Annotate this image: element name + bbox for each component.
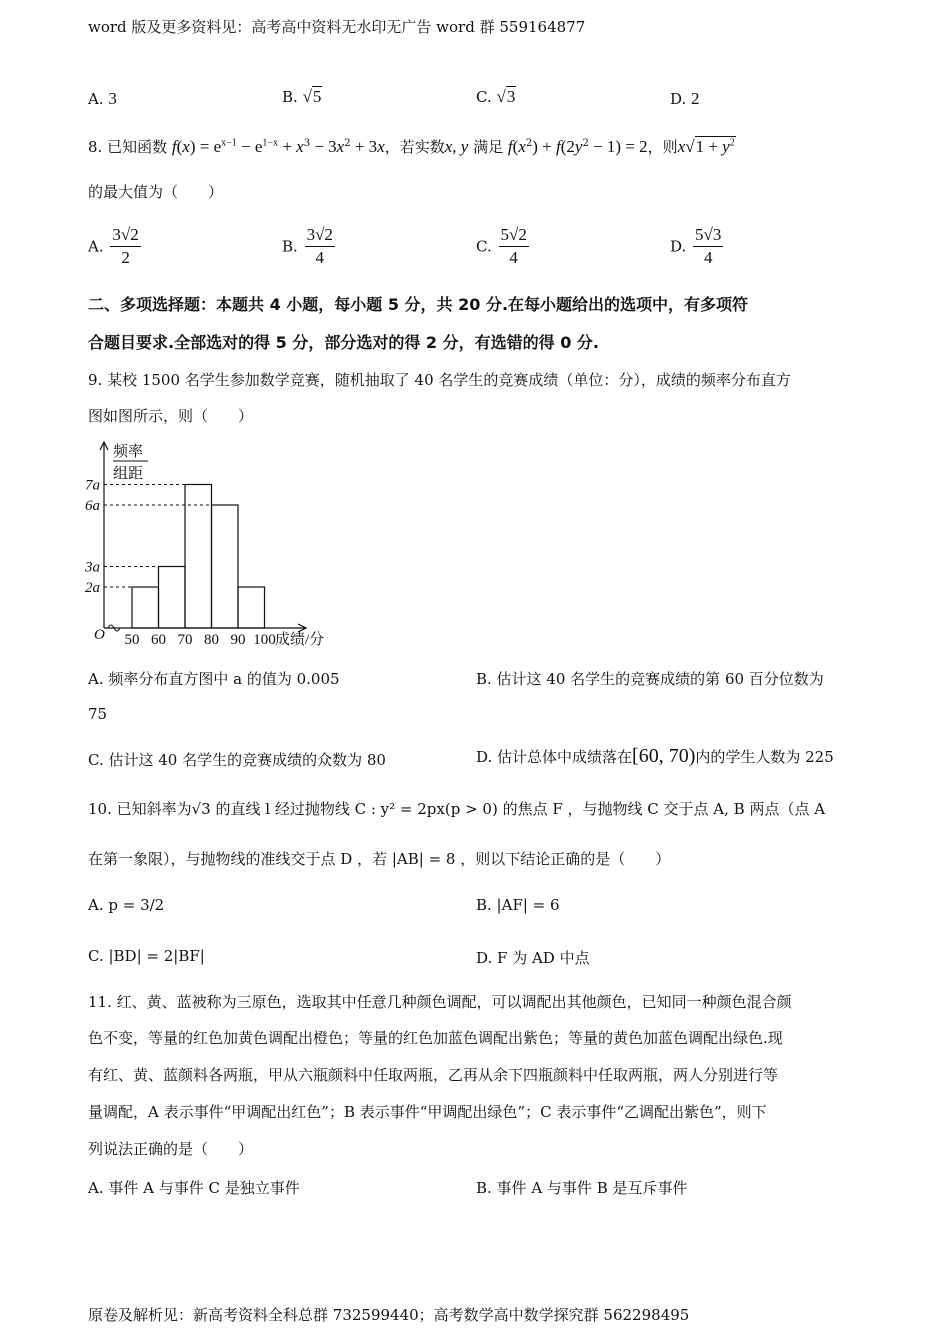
histogram-bar-[60,70) — [159, 567, 186, 629]
q11-stem-line1: 11. 红、黄、蓝被称为三原色，选取其中任意几种颜色调配，可以调配出其他颜色，已知同一种颜色混合颜 — [88, 993, 792, 1011]
q11-stem-line3: 有红、黄、蓝颜料各两瓶，甲从六瓶颜料中任取两瓶，乙再从余下四瓶颜料中任取两瓶，两人分别进行等 — [88, 1066, 779, 1084]
origin-label: O — [94, 627, 105, 643]
x-tick-100: 100 — [253, 632, 276, 648]
q7-option-d: D. 2 — [670, 89, 700, 108]
histogram-bar-[80,90) — [212, 505, 239, 628]
x-tick-80: 80 — [204, 632, 219, 648]
q10-option-b: B. |AF| = 6 — [476, 896, 560, 914]
q8-stem: 8. 已知函数 $f(x) = e^{x-1} - e^{1-x} + x^3 - 3x^2 + 3x$，若实数x, y 满足 $f(x^2) + f(2y^2 - 1) = 2$，则$x√1 + y^2$ — [88, 137, 735, 156]
q8-option-b: B. $\frac{3√2}{4}$ — [282, 225, 333, 267]
q10-stem-line2: 在第一象限），与抛物线的准线交于点 D ，若 |AB| = 8 ，则以下结论正确的是（ ） — [88, 850, 671, 868]
q11-stem-line5: 列说法正确的是（ ） — [88, 1140, 254, 1158]
q9-option-a: A. 频率分布直方图中 a 的值为 0.005 — [88, 670, 340, 688]
q8-stem-line2: 的最大值为（ ） — [88, 183, 224, 201]
page-header: word 版及更多资料见：高考高中资料无水印无广告 word 群 559164877 — [88, 18, 586, 36]
q9-option-d: D. 估计总体中成绩落在[60, 70)内的学生人数为 225 — [476, 745, 834, 767]
section-heading-line2: 合题目要求.全部选对的得 5 分，部分选对的得 2 分，有选错的得 0 分. — [88, 333, 599, 352]
q11-option-b: B. 事件 A 与事件 B 是互斥事件 — [476, 1179, 688, 1197]
y-axis-label-top: 频率 — [113, 444, 144, 460]
q9-option-b: B. 估计这 40 名学生的竞赛成绩的第 60 百分位数为 — [476, 670, 824, 688]
q8-option-a: A. $\frac{3√2}{2}$ — [88, 225, 139, 267]
histogram-bar-[50,60) — [132, 587, 159, 628]
q9-option-b-continued: 75 — [88, 705, 108, 723]
histogram-bar-[90,100) — [238, 587, 265, 628]
q9-stem-line2: 图如图所示，则（ ） — [88, 407, 254, 425]
histogram-bar-[70,80) — [185, 485, 212, 629]
q7-option-b: B. √5 — [282, 87, 322, 106]
x-tick-60: 60 — [151, 632, 166, 648]
y-tick-6a: 6a — [85, 498, 100, 514]
q8-option-c: C. $\frac{5√2}{4}$ — [476, 225, 527, 267]
q9-option-c: C. 估计这 40 名学生的竞赛成绩的众数为 80 — [88, 751, 386, 769]
section-heading-line1: 二、多项选择题：本题共 4 小题，每小题 5 分，共 20 分.在每小题给出的选项中，有多项符 — [88, 295, 749, 314]
x-tick-50: 50 — [124, 632, 140, 648]
frequency-histogram — [80, 436, 360, 651]
y-tick-2a: 2a — [85, 580, 100, 596]
x-tick-70: 70 — [177, 632, 193, 648]
q7-option-a: A. 3 — [88, 89, 117, 108]
q9-stem-line1: 9. 某校 1500 名学生参加数学竞赛，随机抽取了 40 名学生的竞赛成绩（单位：分），成绩的频率分布直方 — [88, 371, 791, 389]
q7-option-c: C. √3 — [476, 87, 516, 106]
q11-option-a: A. 事件 A 与事件 C 是独立事件 — [88, 1179, 300, 1197]
q10-stem-line1: 10. 已知斜率为√3 的直线 l 经过抛物线 C : y² = 2px(p > 0) 的焦点 F ，与抛物线 C 交于点 A, B 两点（点 A — [88, 800, 826, 818]
q10-option-c: C. |BD| = 2|BF| — [88, 947, 205, 965]
x-tick-90: 90 — [230, 632, 246, 648]
q10-option-d: D. F 为 AD 中点 — [476, 949, 590, 967]
q8-option-d: D. $\frac{5√3}{4}$ — [670, 225, 722, 267]
q11-stem-line2: 色不变，等量的红色加黄色调配出橙色；等量的红色加蓝色调配出紫色；等量的黄色加蓝色调配出绿色.现 — [88, 1029, 783, 1047]
page-footer: 原卷及解析见：新高考资料全科总群 732599440；高考数学高中数学探究群 562298495 — [88, 1306, 690, 1324]
y-tick-7a: 7a — [85, 477, 100, 494]
y-axis-label-bottom: 组距 — [113, 466, 144, 482]
x-axis-label: 成绩/分 — [275, 632, 325, 648]
q10-option-a: A. p = 3/2 — [88, 896, 165, 914]
q11-stem-line4: 量调配，A 表示事件“甲调配出红色”；B 表示事件“甲调配出绿色”；C 表示事件“乙调配出紫色”，则下 — [88, 1103, 767, 1121]
y-tick-3a: 3a — [85, 559, 100, 576]
